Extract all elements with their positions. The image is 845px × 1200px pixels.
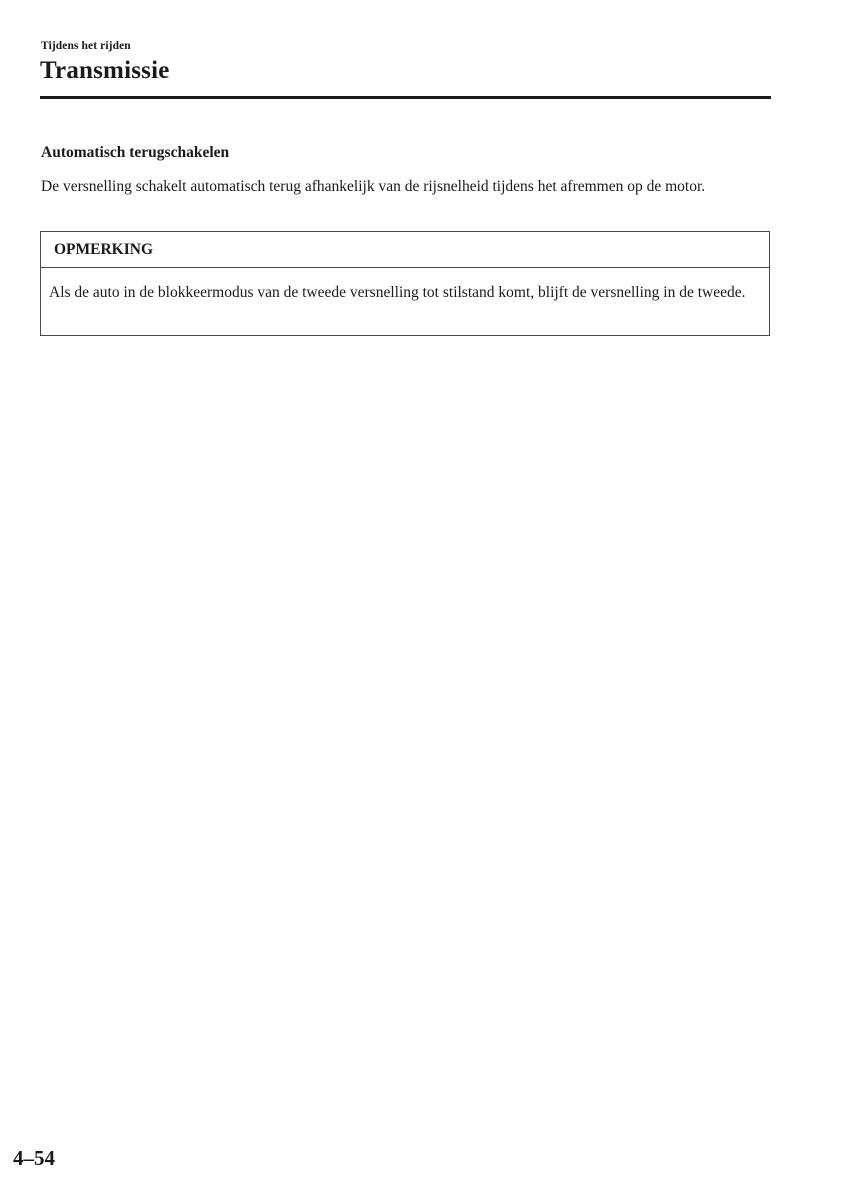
title-divider	[40, 96, 771, 99]
page-title: Transmissie	[40, 57, 170, 84]
page-number: 4–54	[13, 1146, 55, 1170]
note-box	[40, 231, 770, 336]
chapter-label: Tijdens het rijden	[41, 40, 131, 52]
section-heading: Automatisch terugschakelen	[41, 144, 230, 161]
section-body-text: De versnelling schakelt automatisch terug afhankelijk van de rijsnelheid tijdens het afremmen op de motor.	[41, 178, 706, 195]
note-text: Als de auto in de blokkeermodus van de tweede versnelling tot stilstand komt, blijft de versnelling in de tweede.	[49, 284, 746, 301]
note-label: OPMERKING	[41, 232, 769, 268]
